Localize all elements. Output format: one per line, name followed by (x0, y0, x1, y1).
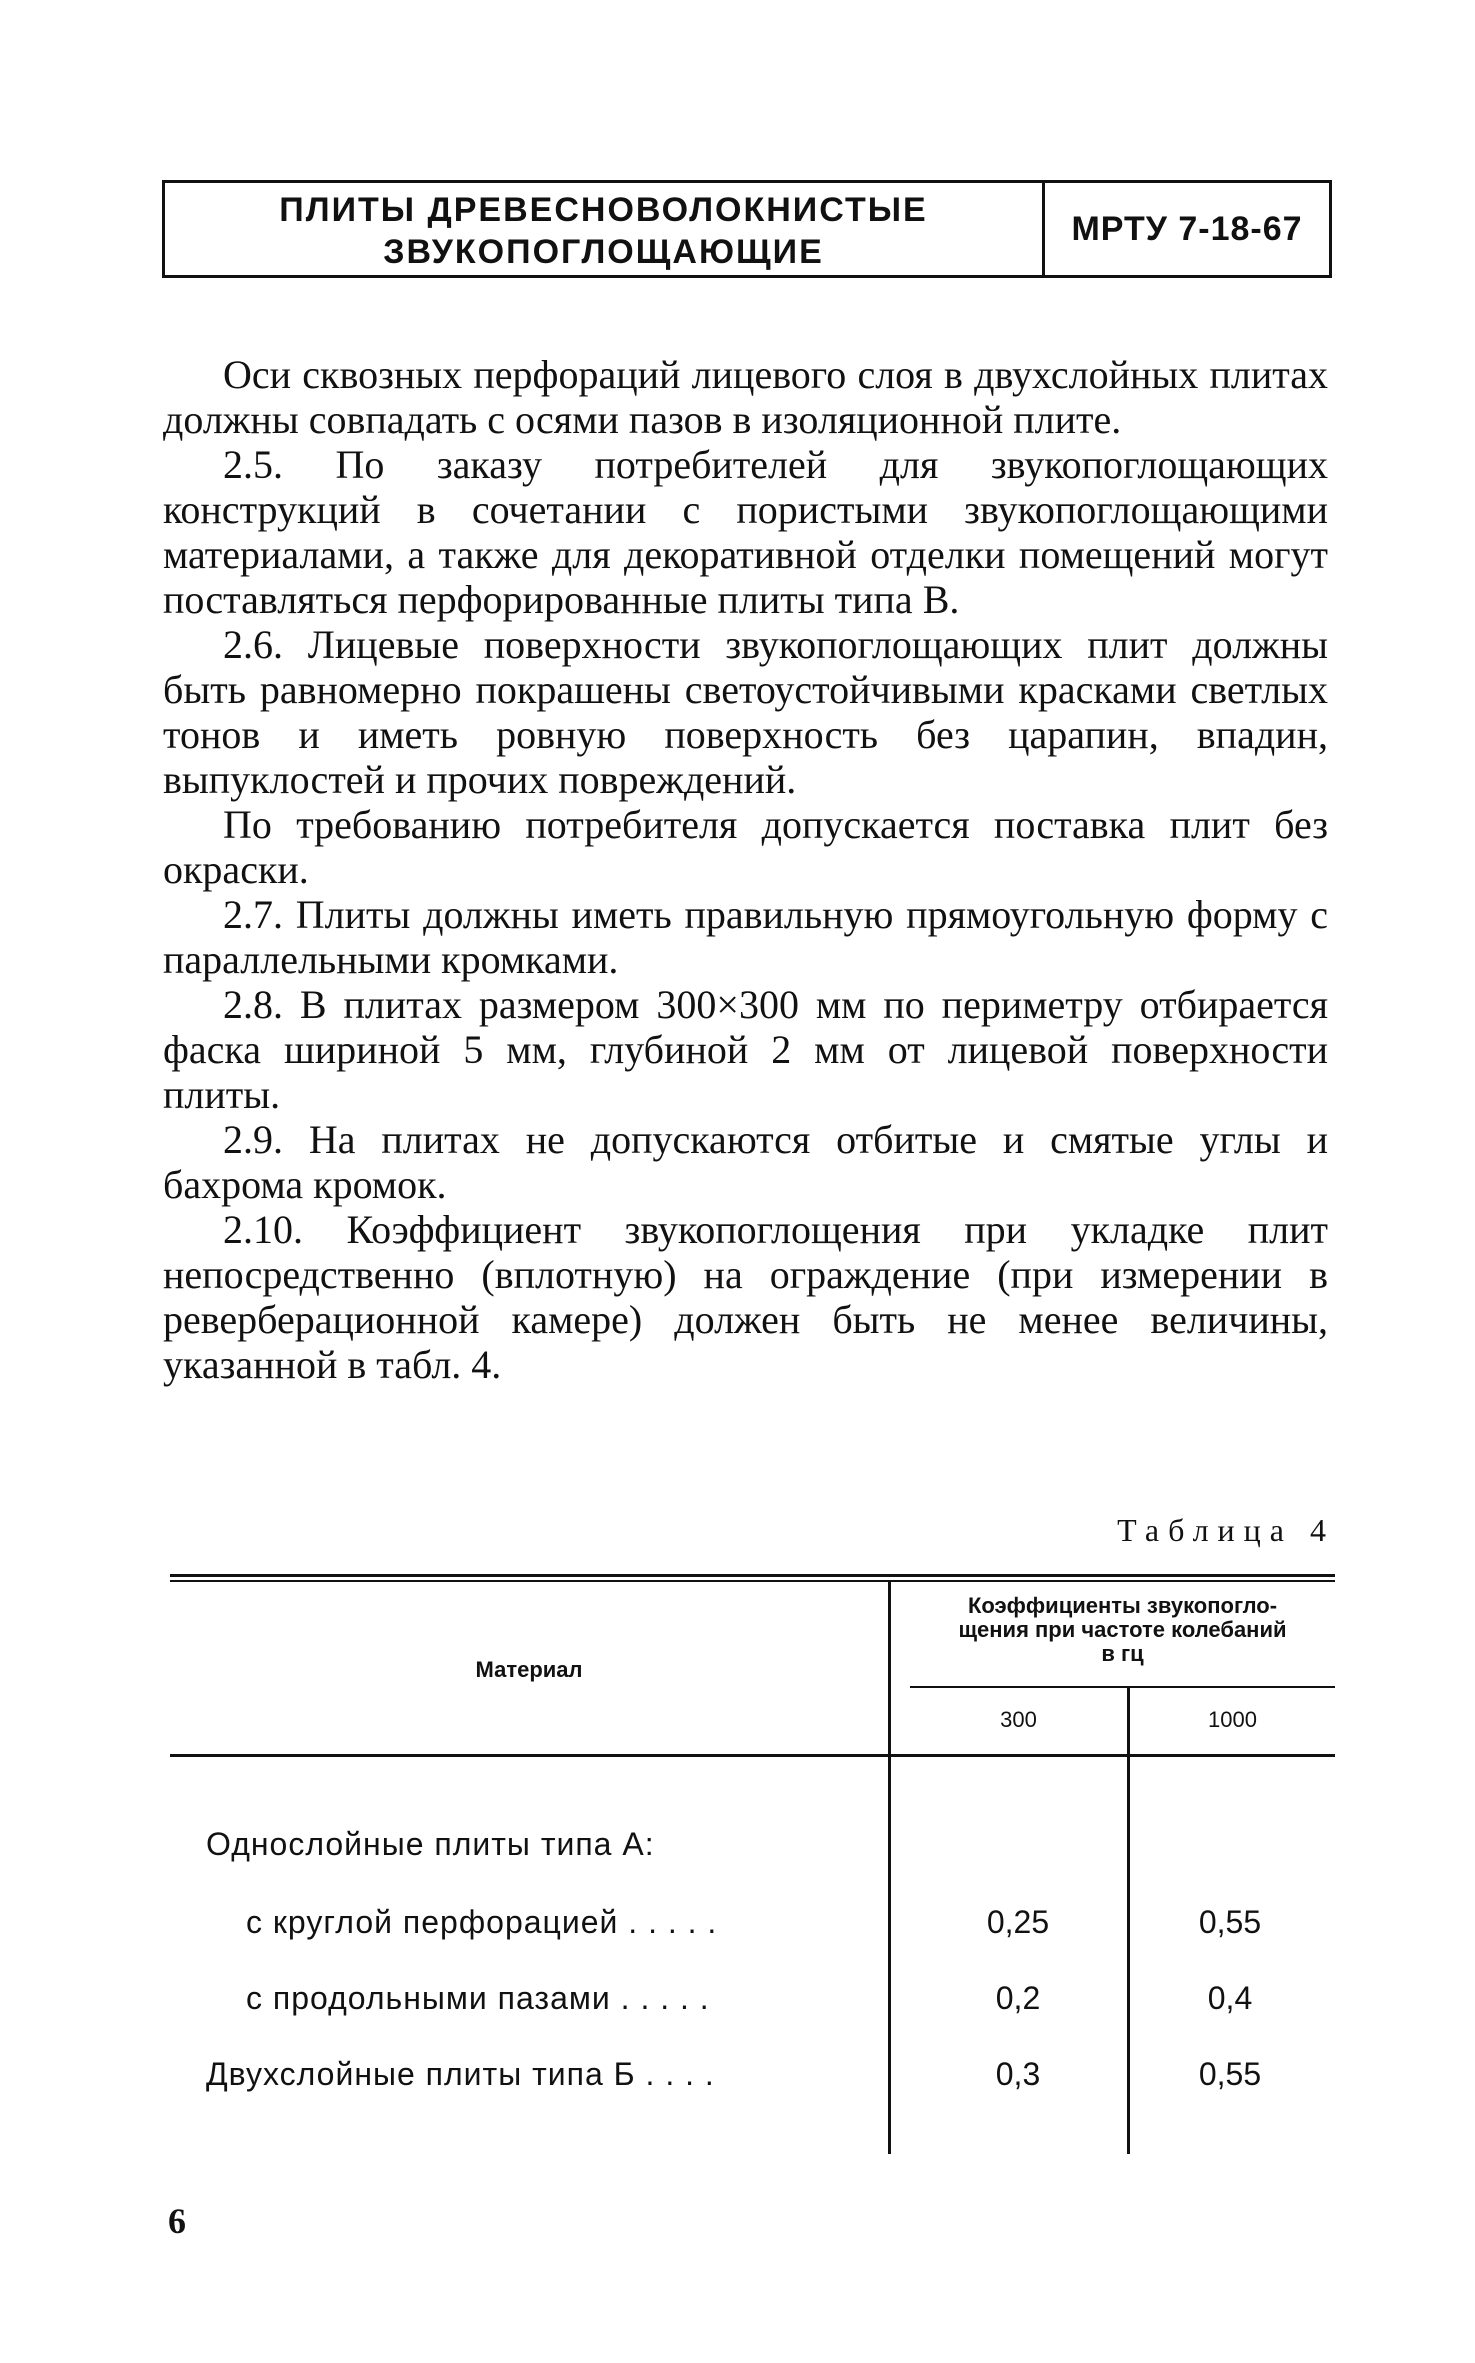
page-number: 6 (168, 2201, 186, 2241)
body-text (163, 352, 1328, 1387)
table-divider-freq (1127, 1688, 1130, 2154)
table-row-label: Двухслойные плиты типа Б . . . . (206, 2056, 715, 2092)
document-code: МРТУ 7-18-67 (1071, 209, 1303, 248)
paragraph: 2.7. Плиты должны иметь правильную прямоугольную форму с параллельными кромками. (163, 892, 1328, 982)
paragraph: 2.5. По заказу потребителей для звукопоглощающих конструкций в сочетании с пористыми звукопоглощающими материалами, а также для декоративной отделки помещений могут поставляться перфорированные плиты типа В. (163, 442, 1328, 622)
table-subheader-rule (910, 1686, 1335, 1688)
table-4 (170, 1574, 1335, 2154)
table-cell-value: 0,4 (1207, 1980, 1253, 2016)
paragraph: 2.8. В плитах размером 300×300 мм по периметру отбирается фаска шириной 5 мм, глубиной 2 мм от лицевой поверхности плиты. (163, 982, 1328, 1117)
table-cell-value: 0,55 (1198, 2056, 1262, 2092)
col-header-freq-300: 300 (1000, 1707, 1037, 1732)
paragraph: 2.6. Лицевые поверхности звукопоглощающих плит должны быть равномерно покрашены светоустойчивыми красками светлых тонов и иметь ровную поверхность без царапин, впадин, выпуклостей и прочих повреждений. (163, 622, 1328, 802)
table-divider-main (888, 1582, 891, 2154)
table-row-label: Однослойные плиты типа А: (206, 1826, 655, 1862)
col-header-material: Материал (475, 1657, 583, 1682)
table-top-rule-thin (170, 1580, 1335, 1582)
title-line-1: ПЛИТЫ ДРЕВЕСНОВОЛОКНИСТЫЕ (279, 191, 928, 229)
col-header-coef-line1: Коэффициенты звукопогло- (967, 1593, 1278, 1618)
table-row-label: с круглой перфорацией . . . . . (246, 1904, 718, 1940)
table-cell-value: 0,3 (995, 2056, 1041, 2092)
paragraph: Оси сквозных перфораций лицевого слоя в двухслойных плитах должны совпадать с осями пазов в изоляционной плите. (163, 352, 1328, 442)
table-header-rule (170, 1754, 1335, 1757)
col-header-coefficients (910, 1594, 1335, 1666)
table-top-rule (170, 1574, 1335, 1577)
table-cell-value: 0,2 (995, 1980, 1041, 2016)
document-header (162, 180, 1332, 278)
paragraph: По требованию потребителя допускается поставка плит без окраски. (163, 802, 1328, 892)
paragraph: 2.9. На плитах не допускаются отбитые и смятые углы и бахрома кромок. (163, 1117, 1328, 1207)
document-title (165, 183, 1045, 275)
table-cell-value: 0,25 (986, 1904, 1050, 1940)
table-row-label: с продольными пазами . . . . . (246, 1980, 710, 2016)
title-line-2: ЗВУКОПОГЛОЩАЮЩИЕ (383, 233, 824, 271)
paragraph: 2.10. Коэффициент звукопоглощения при укладке плит непосредственно (вплотную) на ограждение (при измерении в реверберационной камере) должен быть не менее величины, указанной в табл. 4. (163, 1207, 1328, 1387)
col-header-freq-1000: 1000 (1208, 1707, 1257, 1732)
col-header-coef-line2: щения при частоте колебаний (958, 1617, 1287, 1642)
table-cell-value: 0,55 (1198, 1904, 1262, 1940)
col-header-coef-line3: в гц (1101, 1641, 1144, 1666)
table-caption: Таблица 4 (1117, 1512, 1335, 1548)
